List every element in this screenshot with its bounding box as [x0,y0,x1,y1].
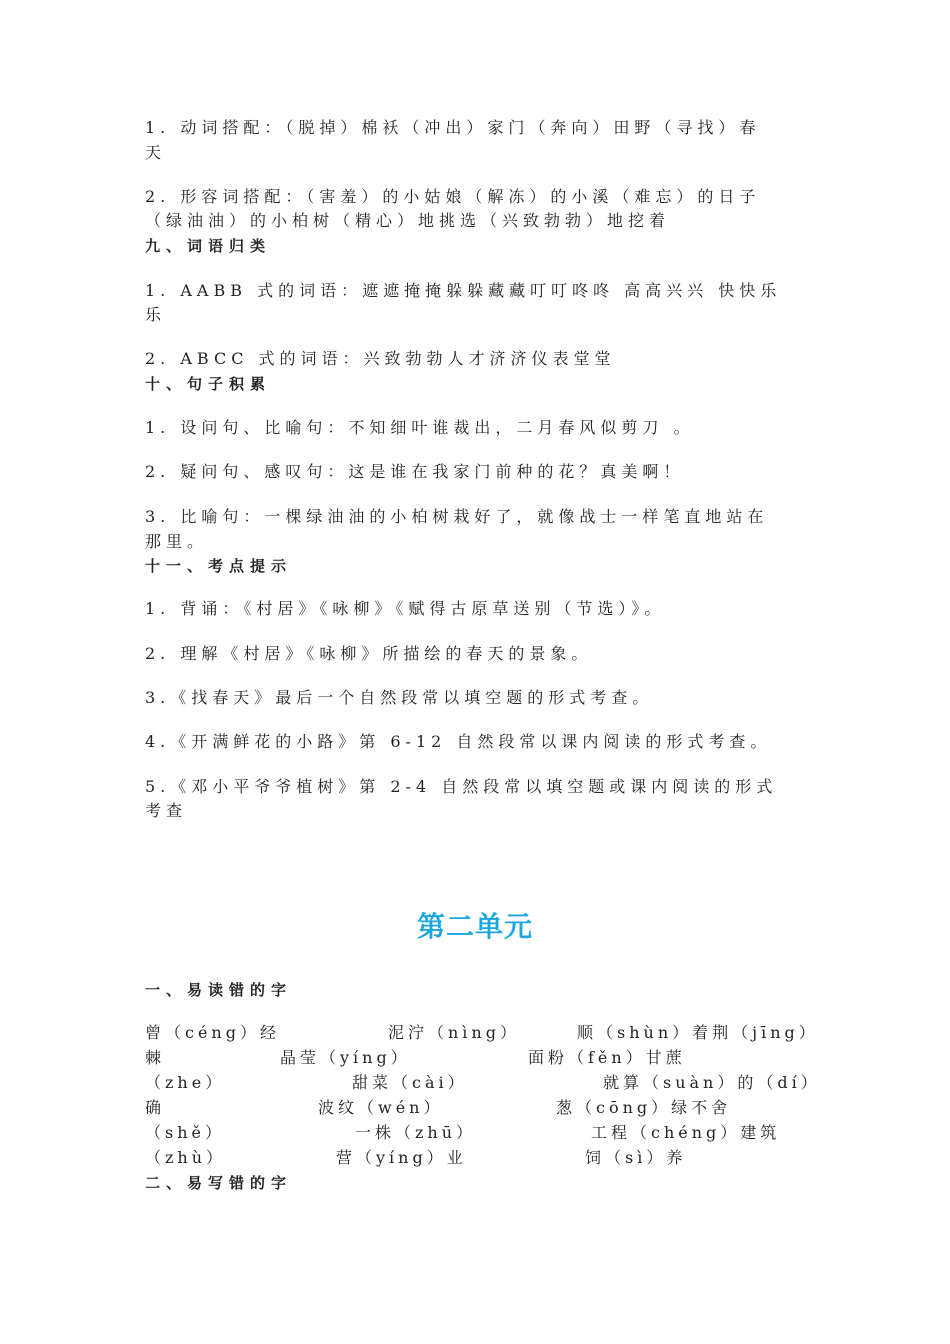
pinyin-row-4-col-3: 葱（cōng）绿不舍 [556,1098,732,1117]
pinyin-row-6-col-3: 饲（sì）养 [585,1148,687,1167]
adj-collocation-line1: 2. 形容词搭配：（害羞）的小姑娘（解冻）的小溪（难忘）的日子 [145,187,761,206]
pinyin-row-3-col-2: 甜菜（cài） [352,1073,468,1092]
exam-point-5-line2: 考查 [145,801,188,820]
pinyin-row-4-col-2: 波纹（wén） [318,1098,444,1117]
section-heading-10: 十、句子积累 [145,375,272,393]
sentence-2: 2. 疑问句、感叹句：这是谁在我家门前种的花？真美啊！ [145,462,685,481]
exam-point-5-line1: 5.《邓小平爷爷植树》第 2-4 自然段常以填空题或课内阅读的形式 [145,777,778,796]
pinyin-row-5-col-1: （shě） [145,1123,225,1142]
aabb-line2: 乐 [145,305,167,324]
pinyin-row-5-col-2: 一株（zhū） [355,1123,477,1142]
exam-point-2: 2. 理解《村居》《咏柳》所描绘的春天的景象。 [145,644,593,663]
section-heading-9: 九、词语归类 [145,237,272,255]
abcc-line: 2. ABCC 式的词语：兴致勃勃人才济济仪表堂堂 [145,349,616,368]
exam-point-4: 4.《开满鲜花的小路》第 6-12 自然段常以课内阅读的形式考查。 [145,732,772,751]
pinyin-row-5-col-3: 工程（chéng）建筑 [591,1123,781,1142]
sentence-3-line1: 3. 比喻句：一棵绿油油的小柏树栽好了，就像战士一样笔直地站在 [145,507,769,526]
pinyin-row-6-col-1: （zhù） [145,1148,227,1167]
verb-collocation-line2: 天 [145,143,167,162]
verb-collocation-line1: 1. 动词搭配：（脱掉）棉袄（冲出）家门（奔向）田野（寻找）春 [145,118,761,137]
unit2-heading-2: 二、易写错的字 [145,1174,293,1192]
pinyin-row-2-col-2: 晶莹（yíng） [280,1048,411,1067]
pinyin-row-6-col-2: 营（yíng）业 [336,1148,467,1167]
sentence-1: 1. 设问句、比喻句：不知细叶谁裁出，二月春风似剪刀 。 [145,418,695,437]
unit-title: 第二单元 [416,910,533,943]
pinyin-row-1-col-1: 曾（céng）经 [145,1023,280,1042]
section-heading-11: 十一、考点提示 [145,557,293,575]
unit2-heading-1: 一、易读错的字 [145,981,293,999]
pinyin-row-4-col-1: 确 [145,1098,166,1117]
pinyin-row-3-col-3: 就算（suàn）的（dí） [603,1073,821,1092]
exam-point-3: 3.《找春天》最后一个自然段常以填空题的形式考查。 [145,688,654,707]
pinyin-row-2-col-1: 棘 [145,1048,166,1067]
adj-collocation-line2: （绿油油）的小柏树（精心）地挑选（兴致勃勃）地挖着 [145,211,671,230]
pinyin-row-1-col-2: 泥泞（nìng） [388,1023,520,1042]
pinyin-row-3-col-1: （zhe） [145,1073,226,1092]
sentence-3-line2: 那里。 [145,532,209,551]
pinyin-row-1-col-3: 顺（shùn）着荆（jīng） [577,1023,819,1042]
aabb-line1: 1. AABB 式的词语：遮遮掩掩躲躲藏藏叮叮咚咚 高高兴兴 快快乐 [145,281,782,300]
exam-point-1: 1. 背诵：《村居》《咏柳》《赋得古原草送别（节选）》。 [145,599,666,618]
pinyin-row-2-col-3: 面粉（fěn）甘蔗 [528,1048,686,1067]
